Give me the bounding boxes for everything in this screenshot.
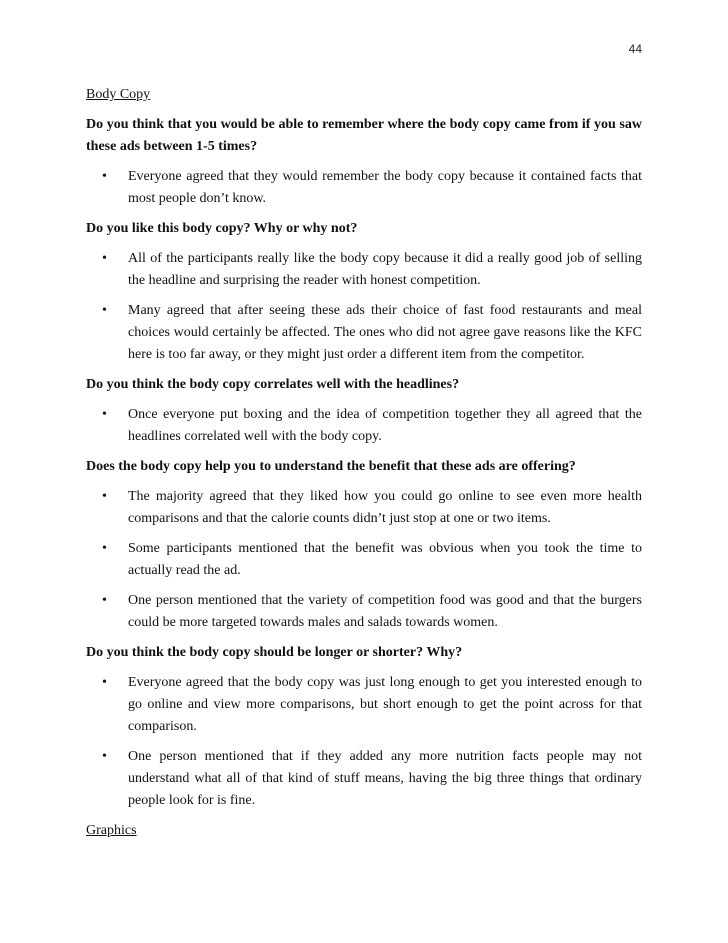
answer-item: [86, 166, 642, 210]
answer-item: [86, 486, 642, 530]
bullet-icon: •: [102, 541, 107, 556]
answer-item: [86, 248, 642, 292]
page-content: [86, 84, 642, 850]
answer-item: [86, 672, 642, 738]
answer-item: [86, 538, 642, 582]
answer-text: Once everyone put boxing and the idea of competition together they all agreed that the headlines correlated well with the body copy.: [128, 407, 642, 444]
bullet-icon: •: [102, 251, 107, 266]
question: Do you like this body copy? Why or why not?: [86, 221, 358, 236]
answer-text: One person mentioned that the variety of competition food was good and that the burgers could be more targeted towards males and salads towards women.: [128, 593, 642, 630]
answer-list: [86, 248, 642, 366]
bullet-icon: •: [102, 303, 107, 318]
section-heading: Body Copy: [86, 87, 151, 102]
answer-item: [86, 404, 642, 448]
answer-item: [86, 300, 642, 366]
answer-text: One person mentioned that if they added any more nutrition facts people may not understand what all of that kind of stuff means, having the big three things that ordinary people look for is fine.: [128, 749, 642, 808]
answer-list: [86, 672, 642, 812]
question: Do you think the body copy correlates well with the headlines?: [86, 377, 460, 392]
answer-text: All of the participants really like the body copy because it did a really good job of selling the headline and surprising the reader with honest competition.: [128, 251, 642, 288]
answer-list: [86, 166, 642, 210]
bullet-icon: •: [102, 675, 107, 690]
question: Do you think that you would be able to remember where the body copy came from if you saw these ads between 1-5 times?: [86, 117, 642, 154]
bullet-icon: •: [102, 749, 107, 764]
answer-list: [86, 486, 642, 634]
answer-text: Everyone agreed that they would remember the body copy because it contained facts that most people don’t know.: [128, 169, 642, 206]
answer-text: Some participants mentioned that the benefit was obvious when you took the time to actually read the ad.: [128, 541, 642, 578]
answer-text: The majority agreed that they liked how you could go online to see even more health comparisons and that the calorie counts didn’t just stop at one or two items.: [128, 489, 642, 526]
bullet-icon: •: [102, 593, 107, 608]
next-section-heading: Graphics: [86, 823, 137, 838]
bullet-icon: •: [102, 407, 107, 422]
bullet-icon: •: [102, 489, 107, 504]
answer-list: [86, 404, 642, 448]
question: Do you think the body copy should be longer or shorter? Why?: [86, 645, 463, 660]
page-number: 44: [628, 42, 642, 56]
answer-item: [86, 590, 642, 634]
bullet-icon: •: [102, 169, 107, 184]
answer-item: [86, 746, 642, 812]
answer-text: Many agreed that after seeing these ads their choice of fast food restaurants and meal choices would certainly be affected. The ones who did not agree gave reasons like the KFC here is too far away, or they might just order a different item from the competitor.: [128, 303, 642, 362]
question: Does the body copy help you to understand the benefit that these ads are offering?: [86, 459, 576, 474]
answer-text: Everyone agreed that the body copy was just long enough to get you interested enough to go online and view more comparisons, but short enough to get the point across for that comparison.: [128, 675, 642, 734]
